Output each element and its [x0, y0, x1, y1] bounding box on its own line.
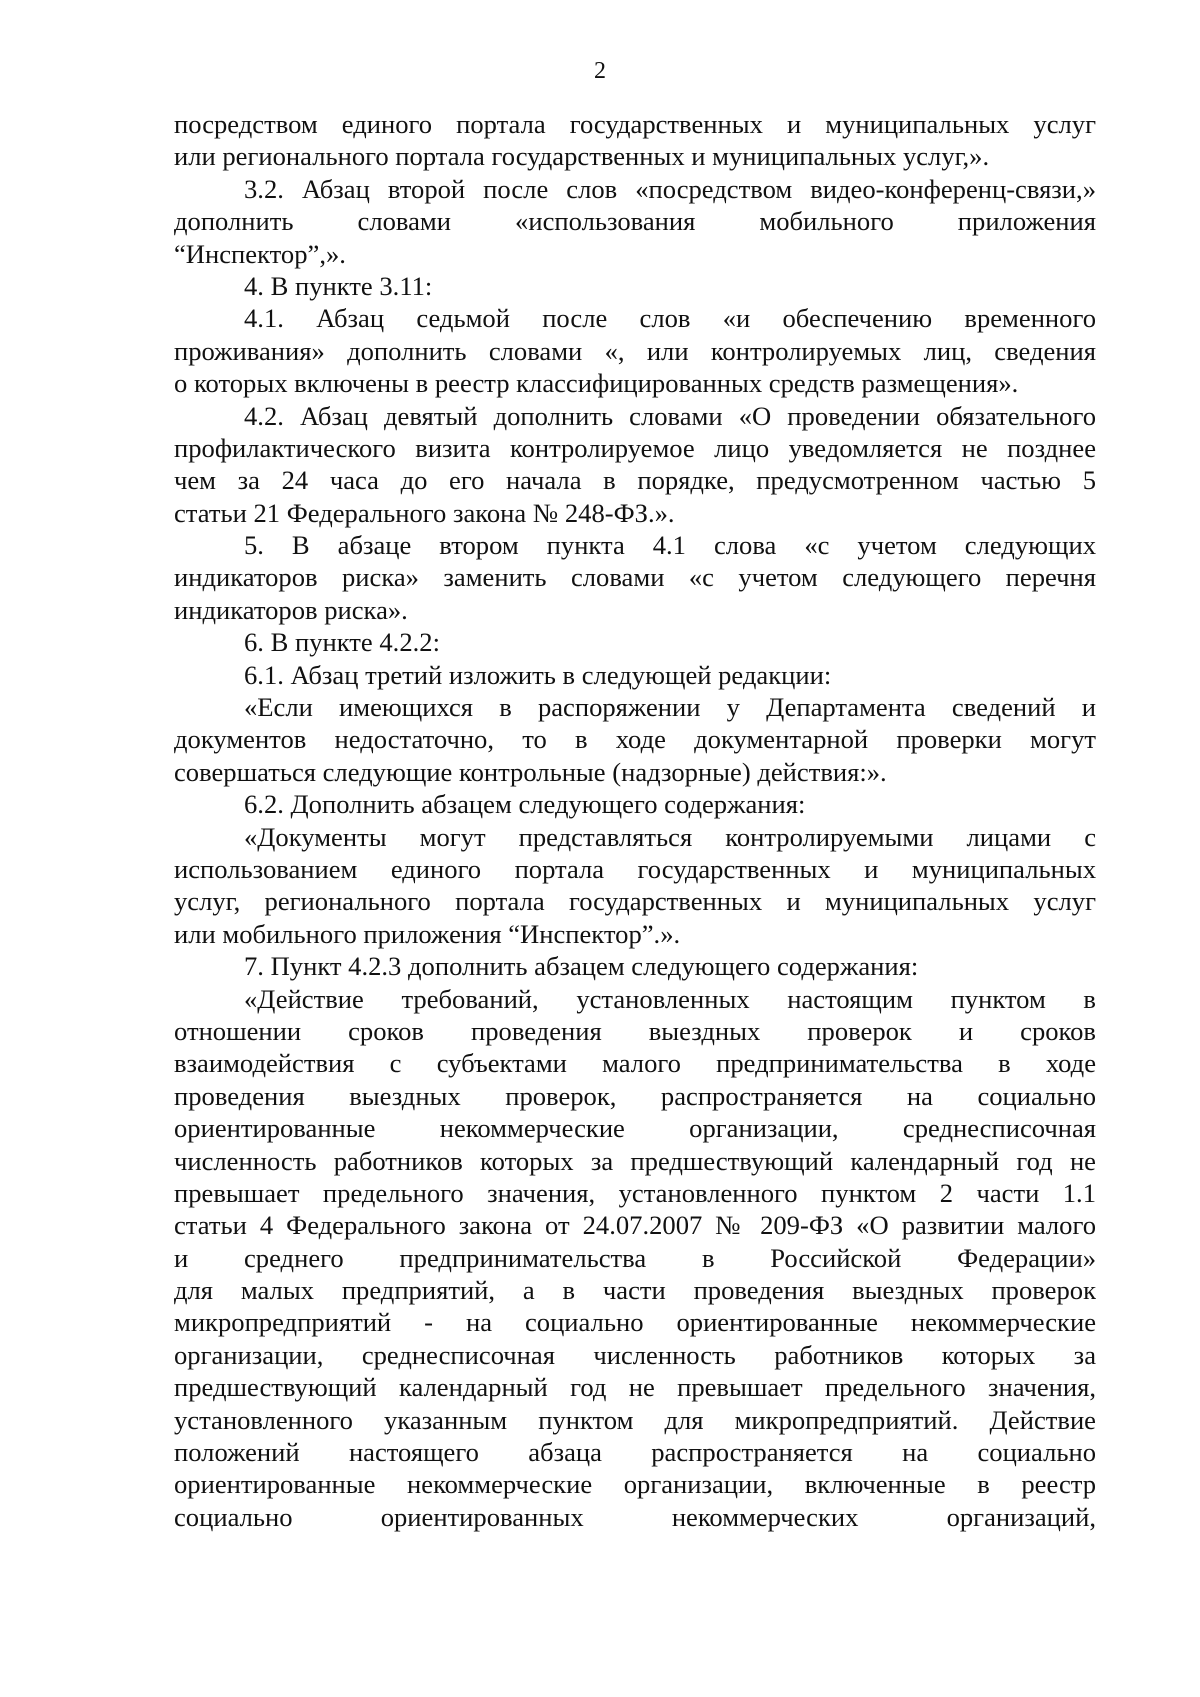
- text-line: положений настоящего абзаца распространяется на социально: [174, 1437, 1096, 1468]
- text-line: индикаторов риска» заменить словами «с учетом следующего перечня: [174, 562, 1096, 593]
- text-line: или мобильного приложения “Инспектор”.».: [174, 918, 681, 949]
- page-number: 2: [594, 58, 606, 84]
- text-line: «Действие требований, установленных настоящим пунктом в: [244, 983, 1096, 1014]
- text-line: численность работников которых за предшествующий календарный год не: [174, 1145, 1096, 1176]
- text-line: услуг, регионального портала государственных и муниципальных услуг: [174, 886, 1096, 917]
- text-line: проведения выездных проверок, распространяется на социально: [174, 1080, 1096, 1111]
- document-body: [174, 108, 1096, 1533]
- text-line: “Инспектор”,».: [174, 238, 346, 269]
- text-line: ориентированные некоммерческие организации, включенные в реестр: [174, 1469, 1096, 1500]
- text-line: установленного указанным пунктом для микропредприятий. Действие: [174, 1404, 1096, 1435]
- text-line: дополнить словами «использования мобильного приложения: [174, 206, 1096, 237]
- text-line: 5. В абзаце втором пункта 4.1 слова «с учетом следующих: [244, 530, 1096, 561]
- text-line: 6.2. Дополнить абзацем следующего содержания:: [244, 789, 806, 820]
- text-line: профилактического визита контролируемое лицо уведомляется не позднее: [174, 432, 1096, 463]
- text-line: для малых предприятий, а в части проведения выездных проверок: [174, 1275, 1096, 1306]
- text-line: организации, среднесписочная численность работников которых за: [174, 1339, 1096, 1370]
- text-line: 3.2. Абзац второй после слов «посредством видео-конференц-связи,»: [244, 173, 1096, 204]
- text-line: использованием единого портала государственных и муниципальных: [174, 853, 1096, 884]
- text-line: ориентированные некоммерческие организации, среднесписочная: [174, 1113, 1096, 1144]
- text-line: или регионального портала государственных и муниципальных услуг,».: [174, 141, 990, 172]
- text-line: предшествующий календарный год не превышает предельного значения,: [174, 1372, 1096, 1403]
- text-line: 4. В пункте 3.11:: [244, 270, 433, 301]
- text-line: 4.2. Абзац девятый дополнить словами «О проведении обязательного: [244, 400, 1096, 431]
- text-line: 4.1. Абзац седьмой после слов «и обеспечению временного: [244, 303, 1096, 334]
- text-line: статьи 21 Федерального закона № 248-ФЗ.».: [174, 497, 675, 528]
- text-line: статьи 4 Федерального закона от 24.07.2007 № 209-ФЗ «О развитии малого: [174, 1210, 1096, 1241]
- text-line: документов недостаточно, то в ходе документарной проверки могут: [174, 724, 1096, 755]
- text-line: о которых включены в реестр классифицированных средств размещения».: [174, 368, 1019, 399]
- text-line: социально ориентированных некоммерческих организаций,: [174, 1501, 1096, 1532]
- text-line: проживания» дополнить словами «, или контролируемых лиц, сведения: [174, 335, 1096, 366]
- text-line: микропредприятий - на социально ориентированные некоммерческие: [174, 1307, 1096, 1338]
- text-line: и среднего предпринимательства в Российской Федерации»: [174, 1242, 1096, 1273]
- text-line: 6.1. Абзац третий изложить в следующей редакции:: [244, 659, 832, 690]
- text-line: посредством единого портала государственных и муниципальных услуг: [174, 109, 1096, 139]
- text-line: индикаторов риска».: [174, 594, 408, 625]
- text-line: 7. Пункт 4.2.3 дополнить абзацем следующего содержания:: [244, 951, 919, 982]
- text-line: 6. В пункте 4.2.2:: [244, 627, 440, 658]
- text-line: чем за 24 часа до его начала в порядке, предусмотренном частью 5: [174, 465, 1096, 496]
- text-line: превышает предельного значения, установленного пунктом 2 части 1.1: [174, 1177, 1096, 1208]
- text-line: «Если имеющихся в распоряжении у Департамента сведений и: [244, 692, 1096, 723]
- text-line: отношении сроков проведения выездных проверок и сроков: [174, 1015, 1096, 1046]
- text-line: взаимодействия с субъектами малого предпринимательства в ходе: [174, 1048, 1096, 1079]
- text-line: «Документы могут представляться контролируемыми лицами с: [244, 821, 1096, 852]
- text-line: совершаться следующие контрольные (надзорные) действия:».: [174, 756, 887, 787]
